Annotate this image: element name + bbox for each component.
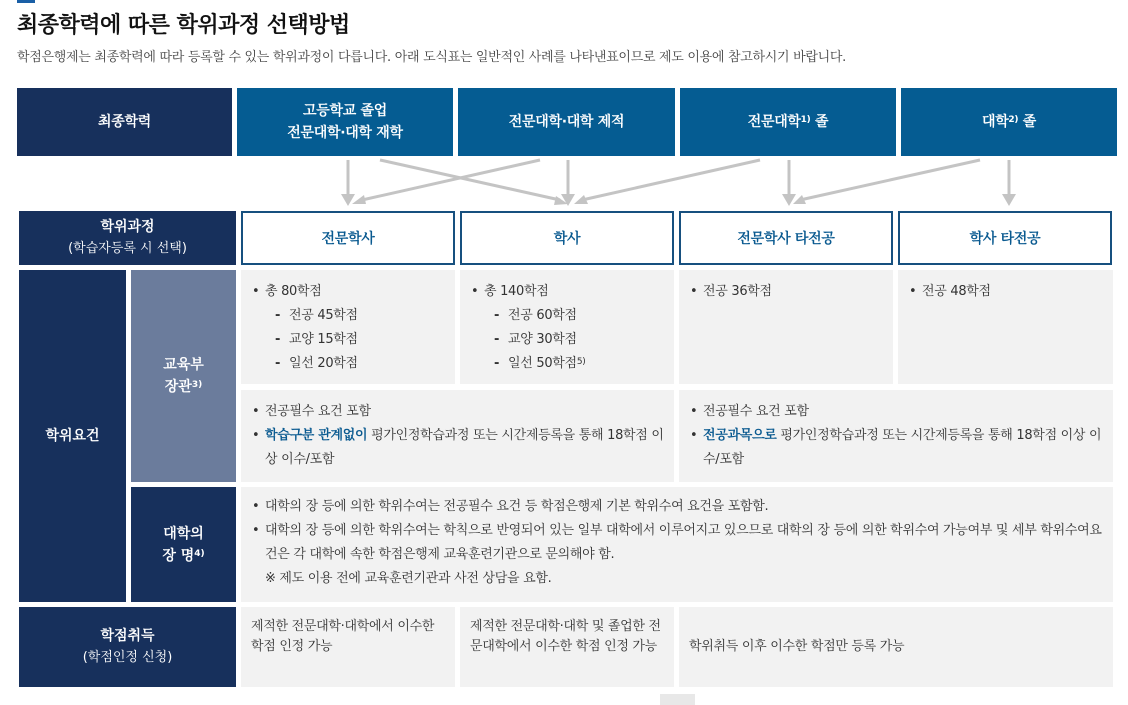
req-right-conditions: • 전공필수 요건 포함 • 전공과목으로 평가인정학습과정 또는 시간제등록을 통해 18학점 이상 이수/포함: [679, 390, 1113, 482]
page-title: 최종학력에 따른 학위과정 선택방법: [17, 13, 350, 38]
header-col3-label: 전문대학: [747, 114, 801, 130]
req-associate-credits: • 총 80학점 - 전공 45학점 - 교양 15학점 - 일선 20학점 • 총 140학점 - 전공 60학점 - 교양 30학점 - 일선 50학점$^{5)}$: [241, 270, 674, 384]
flow-arrows-diagram: [0, 156, 1128, 211]
highlight-major-subject: 전공과목으로: [703, 428, 777, 443]
ministry-label: 교육부 장관$^{3)}$: [131, 270, 236, 482]
credit-row-label: 학점취득 (학점인정 신청): [19, 607, 236, 687]
arrow-university-to-associate-other: [800, 160, 980, 200]
header-junior-college-graduate: [680, 88, 896, 156]
header-col1-line1: 고등학교 졸업: [303, 103, 387, 119]
arrow-expelled-to-associate: [362, 160, 540, 200]
footnote-1: 1): [800, 115, 811, 125]
president-label: 대학의 장 명$^{4)}$: [131, 487, 236, 602]
credit-associate: 제적한 전문대학·대학에서 이수한 학점 인정 가능: [241, 607, 455, 687]
degree-associate: 전문학사: [241, 211, 455, 265]
header-highschool-graduate: [237, 88, 453, 156]
arrow-hs-to-bachelor: [380, 160, 560, 200]
president-conditions: • 대학의 장 등에 의한 학위수여는 전공필수 요건 등 학점은행제 기본 학위수여 요건을 포함함. • 대학의 장 등에 의한 학위수여는 학칙으로 반영되어 있는 일부 대학에서 이루어지고 있으므로 대학의 장 등에 의한 학위수여 가능여부 및 세부 학위수여요건은 각 대학에 속한 학점은행제 교육훈련기관으로 문의해야 함. ※ 제도 이용 전에 교육훈련기관과 사전 상담을 요함.: [241, 487, 1113, 602]
credit-other-major: 학위취득 이후 이수한 학점만 등록 가능: [679, 607, 1113, 687]
req-bachelor-credits: • 총 140학점 - 전공 60학점 - 교양 30학점 - 일선 50학점$^{5)}$: [460, 270, 674, 384]
degree-bachelor-other-major: 학사 타전공: [898, 211, 1112, 265]
page-description: 학점은행제는 최종학력에 따라 등록할 수 있는 학위과정이 다릅니다. 아래 도식표는 일반적인 사례를 나타낸표이므로 제도 이용에 참고하시기 바랍니다.: [17, 50, 846, 65]
highlight-learning-type: 학습구분 관계없이: [265, 428, 368, 443]
req-bachelor-other-credits: • 전공 48학점: [898, 270, 1113, 384]
footnote-2: 2): [1008, 115, 1019, 125]
header-university-graduate: [901, 88, 1117, 156]
header-final-education-label: 최종학력: [98, 114, 151, 130]
title-accent-bar: [17, 0, 35, 3]
degree-row-sub: (학습자등록 시 선택): [68, 241, 187, 256]
header-col4-suffix: 졸: [1018, 114, 1037, 130]
degree-bachelor: 학사: [460, 211, 674, 265]
footnote-4: 4): [194, 548, 205, 559]
header-col2-label: 전문대학·대학 제적: [508, 114, 625, 130]
header-col3-suffix: 졸: [810, 114, 829, 130]
degree-row-label: [19, 211, 236, 265]
scroll-to-top-button[interactable]: [660, 694, 695, 705]
header-col4-label: 대학: [981, 114, 1009, 130]
req-associate-other-credits: • 전공 36학점: [679, 270, 893, 384]
req-left-conditions: • 전공필수 요건 포함 • 학습구분 관계없이 평가인정학습과정 또는 시간제등록을 통해 18학점 이상 이수/포함: [241, 390, 674, 482]
credit-bachelor: 제적한 전문대학·대학 및 졸업한 전문대학에서 이수한 학점 인정 가능: [460, 607, 674, 687]
degree-row-title: 학위과정: [100, 219, 155, 235]
requirements-row-label: 학위요건: [19, 270, 126, 602]
header-final-education: [17, 88, 232, 156]
header-col1-line2: 전문대학·대학 재학: [287, 125, 403, 141]
arrow-college-to-bachelor: [582, 160, 760, 200]
footnote-5: 5): [576, 357, 586, 367]
header-expelled: [458, 88, 675, 156]
degree-associate-other-major: 전문학사 타전공: [679, 211, 893, 265]
footnote-3: 3): [191, 380, 203, 390]
